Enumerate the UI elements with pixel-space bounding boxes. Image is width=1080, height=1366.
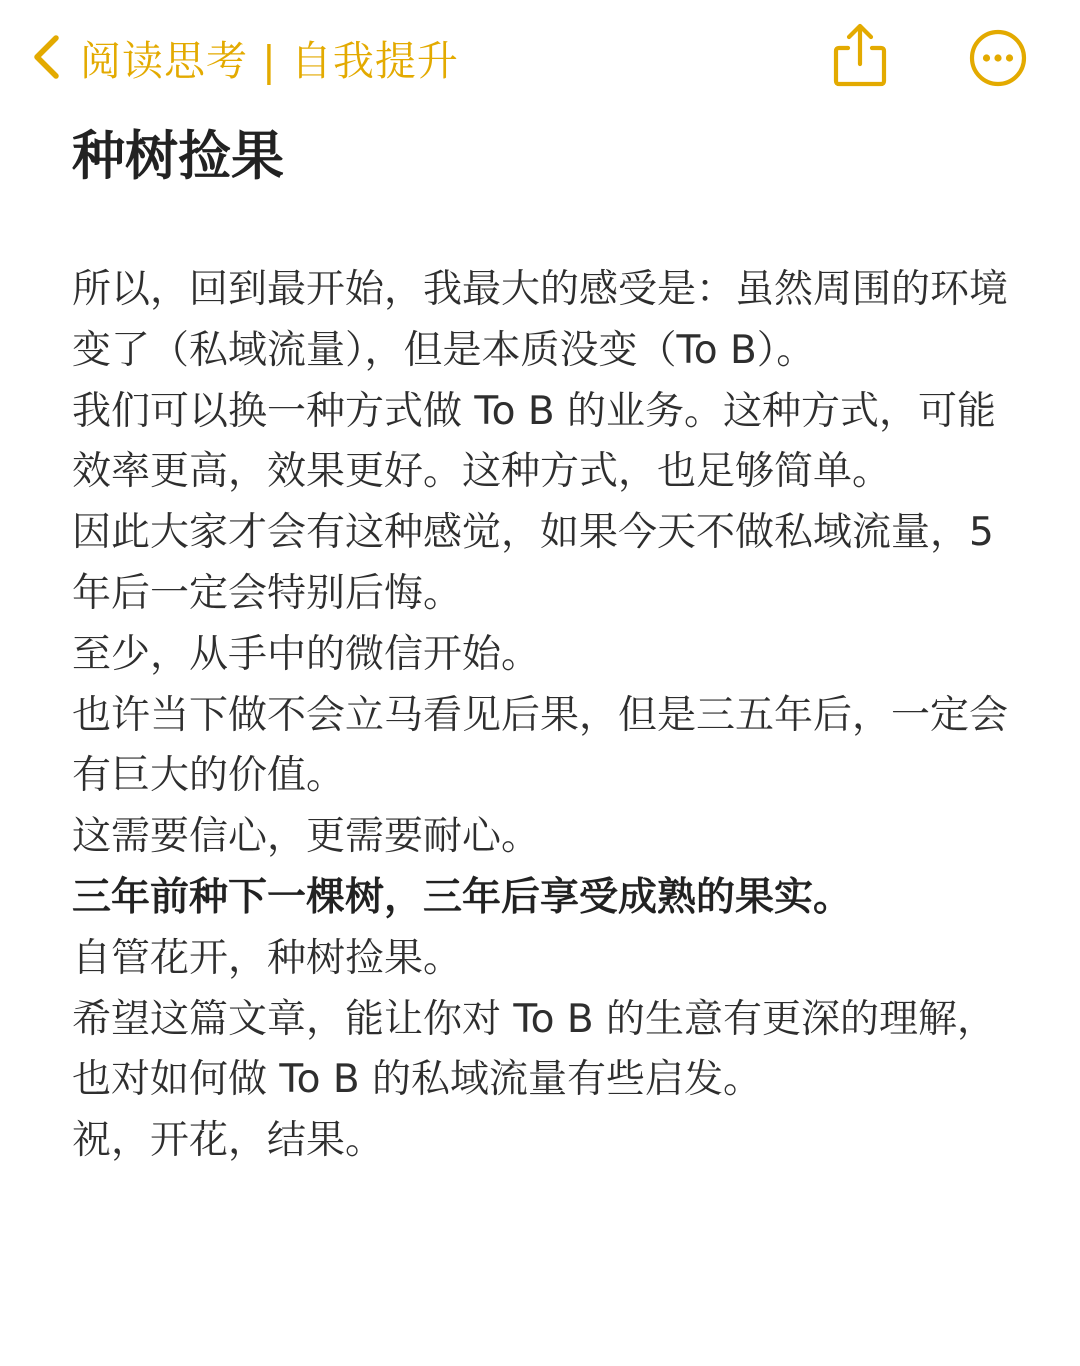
note-paragraph: 自管花开，种树捡果。 <box>72 935 463 981</box>
more-button[interactable] <box>968 28 1028 88</box>
note-paragraph: 至少，从手中的微信开始。 <box>72 631 541 677</box>
back-button[interactable] <box>28 26 459 88</box>
chevron-left-icon <box>28 32 64 82</box>
note-paragraph: 也许当下做不会立马看见后果，但是三五年后，一定会有巨大的价值。 <box>72 692 1009 799</box>
nav-bar <box>0 0 1080 115</box>
note-paragraph: 所以，回到最开始，我最大的感受是：虽然周围的环境变了（私域流量），但是本质没变（To B）。 <box>72 267 1009 373</box>
share-icon <box>830 22 890 90</box>
note-body[interactable] <box>72 260 1008 1172</box>
note-paragraph: 因此大家才会有这种感觉，如果今天不做私域流量，5 年后一定会特别后悔。 <box>72 510 994 616</box>
note-paragraph: 希望这篇文章，能让你对 To B 的生意有更深的理解，也对如何做 To B 的私域流量有些启发。 <box>72 996 997 1103</box>
share-button[interactable] <box>830 22 890 90</box>
more-icon <box>968 28 1028 88</box>
note-title: 种树捡果 <box>72 126 284 187</box>
back-label: 阅读思考 | 自我提升 <box>80 36 459 85</box>
note-paragraph-bold: 三年前种下一棵树，三年后享受成熟的果实。 <box>72 874 853 920</box>
note-paragraph: 祝，开花，结果。 <box>72 1118 385 1164</box>
note-paragraph: 这需要信心，更需要耐心。 <box>72 814 541 860</box>
note-paragraph: 我们可以换一种方式做 To B 的业务。这种方式，可能效率更高，效果更好。这种方式，也足够简单。 <box>72 388 997 495</box>
